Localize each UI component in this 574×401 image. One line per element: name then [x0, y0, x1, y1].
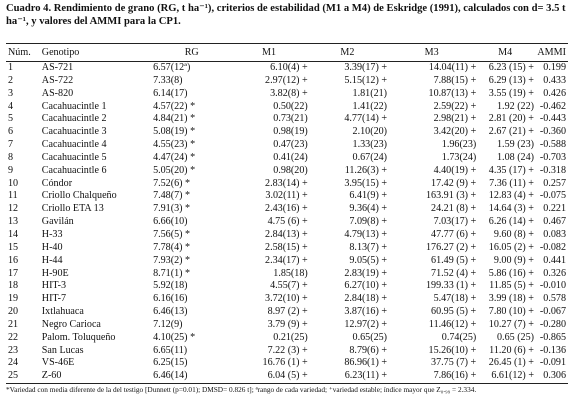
cell-genotype: Cacahuacintle 2 [41, 113, 107, 125]
cell-ammi: -0.360 [539, 126, 566, 138]
cell-rg: 6.46(13) [153, 306, 188, 318]
cell-rg: 7.56(5) * [153, 228, 191, 240]
cell-m2: 0.67(24) [352, 151, 388, 163]
cell-m1: 2.58(15) + [265, 241, 308, 253]
cell-m2: 5.15(12) + [344, 74, 388, 86]
cell-m1: 3.82(8) + [270, 87, 308, 99]
table-row [6, 370, 568, 383]
cell-m1: 0.41(24) [273, 151, 308, 163]
table-row [6, 242, 568, 255]
cell-num: 10 [8, 177, 19, 189]
cell-num: 22 [8, 331, 19, 343]
cell-num: 18 [8, 280, 19, 292]
cell-m2: 1.81(21) [352, 87, 388, 99]
cell-m1: 2.43(16) + [265, 203, 308, 215]
cell-ammi: 0.467 [543, 216, 566, 228]
header-genotype: Genotipo [42, 44, 153, 62]
cell-m2: 86.96(1) + [344, 357, 388, 369]
cell-rg: 4.55(23) * [153, 139, 196, 151]
stability-table [6, 43, 568, 384]
cell-m3: 199.33 (1) + [425, 280, 477, 292]
cell-m4: 12.83 (4) + [488, 190, 535, 202]
cell-m2: 12.97(2) + [344, 318, 388, 330]
cell-m1: 0.98(20) [273, 164, 308, 176]
cell-m4: 10.27 (7) + [488, 318, 535, 330]
cell-m1: 6.04 (5) + [230, 370, 307, 383]
cell-rg: 5.08(19) * [153, 126, 196, 138]
cell-num: 12 [8, 203, 19, 215]
cell-rg: 7.52(6) * [153, 177, 191, 189]
cell-m2: 11.26(3) + [344, 164, 388, 176]
cell-m3: 5.47(18) + [433, 293, 477, 305]
cell-rg: 7.78(4) * [153, 241, 191, 253]
cell-ammi: -0.588 [539, 139, 566, 151]
table-row [6, 203, 568, 216]
cell-num: 13 [8, 216, 19, 228]
cell-ammi: 0.441 [543, 254, 566, 266]
cell-m3: 1.96(23) [441, 139, 477, 151]
header-ammi: AMMI [534, 44, 568, 62]
table-row [6, 306, 568, 319]
cell-m1: 3.02(11) + [265, 190, 308, 202]
cell-genotype: HIT-3 [41, 280, 67, 292]
cell-rg: 6.46(14) [153, 370, 230, 383]
cell-genotype: Cacahuacintle 6 [41, 164, 107, 176]
cell-rg: 7.93(2) * [153, 254, 191, 266]
cell-m3: 7.03(17) + [433, 216, 477, 228]
header-m3: M3 [387, 44, 476, 62]
cell-m1: 4.75 (6) + [267, 216, 308, 228]
header-rg: RG [153, 44, 230, 62]
cell-m4: 2.67 (21) + [488, 126, 535, 138]
cell-m2: 4.79(13) + [344, 228, 388, 240]
cell-rg: 5.05(20) * [153, 164, 196, 176]
cell-genotype: HIT-7 [41, 293, 67, 305]
cell-num: 16 [8, 254, 19, 266]
cell-ammi: -0.280 [539, 318, 566, 330]
cell-m3: 61.49 (5) + [431, 254, 477, 266]
cell-rg: 6.66(10) [153, 216, 188, 228]
cell-m1: 3.72(10) + [265, 293, 308, 305]
table-caption: Cuadro 4. Rendimiento de grano (RG, t ha⁻¹), criterios de estabilidad (M1 a M4) de Eskridge (1991), calculados con d= 3.5 t ha⁻¹, y valores del AMMI para la CP1. [6, 3, 566, 28]
cell-rg: 7.48(7) * [153, 190, 191, 202]
cell-rg: 4.47(24) * [153, 151, 196, 163]
cell-rg: 6.57(12ª) [153, 62, 191, 73]
cell-m3: 10.87(13) + [428, 87, 477, 99]
cell-num: 6 [8, 126, 14, 138]
cell-num: 17 [8, 267, 19, 279]
cell-m2: 6.27(10) + [344, 280, 388, 292]
table-header [6, 44, 568, 62]
cell-num: 4 [8, 100, 14, 112]
header-m1: M1 [230, 44, 307, 62]
cell-rg: 8.71(1) * [153, 267, 191, 279]
table-row [6, 88, 568, 101]
cell-m3: 176.27 (2) + [425, 241, 477, 253]
cell-m4: 3.99 (18) + [488, 293, 535, 305]
cell-ammi: -0.703 [539, 151, 566, 163]
cell-m2: 8.13(7) + [349, 241, 388, 253]
cell-m1: 4.55(7) + [270, 280, 308, 292]
cell-m3: 1.73(24) [441, 151, 477, 163]
table-row [6, 268, 568, 281]
cell-genotype: Cacahuacintle 3 [41, 126, 107, 138]
table-row [6, 75, 568, 88]
cell-num: 5 [8, 113, 14, 125]
cell-m4: 6.61(12) + [476, 370, 534, 383]
cell-rg: 6.14(17) [153, 87, 188, 99]
cell-ammi: -0.865 [539, 331, 566, 343]
cell-m4: 1.08 (24) [497, 151, 535, 163]
cell-ammi: 0.433 [543, 74, 566, 86]
cell-genotype: Cóndor [41, 177, 73, 189]
cell-genotype: Palom. Toluqueño [41, 331, 116, 343]
cell-m2: 9.36(4) + [349, 203, 388, 215]
cell-genotype: VS-46E [41, 357, 75, 369]
cell-m4: 0.65 (25) [497, 331, 535, 343]
table-row [6, 190, 568, 203]
cell-m2: 3.39(17) + [344, 62, 388, 73]
table-row [6, 62, 568, 75]
cell-m1: 0.98(19) [273, 126, 308, 138]
cell-rg: 6.65(11) [153, 344, 188, 356]
cell-genotype: H-40 [41, 241, 63, 253]
table-body [6, 62, 568, 384]
cell-m2: 6.23(11) + [308, 370, 387, 383]
cell-m1: 2.84(13) + [265, 228, 308, 240]
cell-m1: 16.76 (1) + [262, 357, 308, 369]
cell-m4: 3.55 (19) + [488, 87, 535, 99]
cell-genotype: AS-722 [41, 74, 74, 86]
header-m4: M4 [476, 44, 534, 62]
cell-genotype: Criollo Chalqueño [41, 190, 117, 202]
cell-m3: 47.77 (6) + [431, 228, 477, 240]
table-row [6, 126, 568, 139]
table-row [6, 345, 568, 358]
cell-m1: 0.21(25) [273, 331, 308, 343]
cell-num: 2 [8, 74, 14, 86]
cell-genotype: H-44 [41, 254, 63, 266]
cell-ammi: 0.306 [534, 370, 568, 383]
cell-rg: 4.84(21) * [153, 113, 196, 125]
cell-m2: 3.87(16) + [344, 306, 388, 318]
cell-ammi: 0.426 [543, 87, 566, 99]
cell-m2: 6.41(9) + [349, 190, 388, 202]
table-footnote: *Variedad con media diferente de la del testigo [Dunnett (p=0.01); DMSD= 0.826 t]; ªrango de cada variedad; ⁺variedad estable; índice mayor que Z₀.₉₉ = 2.334. [6, 385, 477, 394]
cell-m3: 0.74(25) [441, 331, 477, 343]
cell-num: 25 [6, 370, 42, 383]
cell-rg: 4.10(25) * [153, 331, 196, 343]
header-m2: M2 [308, 44, 387, 62]
table-row [6, 152, 568, 165]
cell-genotype: Z-60 [42, 370, 153, 383]
cell-m2: 8.79(6) + [349, 344, 388, 356]
cell-m4: 11.85 (5) + [489, 280, 535, 292]
cell-m2: 1.41(22) [352, 100, 388, 112]
cell-genotype: Criollo ETA 13 [41, 203, 104, 215]
cell-m1: 0.50(22) [273, 100, 308, 112]
cell-m1: 0.47(23) [273, 139, 308, 151]
cell-genotype: Cacahuacintle 5 [41, 151, 107, 163]
cell-rg: 7.33(8) [153, 74, 183, 86]
cell-num: 15 [8, 241, 19, 253]
cell-m4: 7.80 (10) + [488, 306, 535, 318]
cell-m4: 1.92 (22) [497, 100, 535, 112]
cell-m3: 14.04(11) + [428, 62, 477, 73]
cell-m3: 24.21 (8) + [431, 203, 477, 215]
cell-m1: 6.10(4) + [270, 62, 308, 73]
cell-m4: 9.60 (8) + [493, 228, 535, 240]
cell-m1: 2.83(14) + [265, 177, 308, 189]
table-row [6, 113, 568, 126]
cell-m2: 3.95(15) + [344, 177, 388, 189]
cell-genotype: Cacahuacintle 4 [41, 139, 107, 151]
table-row [6, 280, 568, 293]
cell-num: 23 [8, 344, 19, 356]
table-row [6, 319, 568, 332]
cell-rg: 4.57(22) * [153, 100, 196, 112]
cell-rg: 5.92(18) [153, 280, 188, 292]
cell-ammi: 0.326 [543, 267, 566, 279]
table-row [6, 139, 568, 152]
cell-genotype: Gavilán [41, 216, 74, 228]
cell-genotype: AS-721 [41, 62, 74, 73]
cell-m3: 7.86(16) + [387, 370, 476, 383]
cell-ammi: -0.075 [539, 190, 566, 202]
cell-num: 3 [8, 87, 14, 99]
cell-ammi: -0.010 [539, 280, 566, 292]
table-row [6, 332, 568, 345]
cell-m4: 5.86 (16) + [488, 267, 535, 279]
cell-ammi: 0.199 [543, 62, 566, 73]
table-row [6, 178, 568, 191]
table-row [6, 357, 568, 370]
cell-m4: 26.45 (1) + [488, 357, 535, 369]
cell-num: 21 [8, 318, 19, 330]
cell-num: 7 [8, 139, 14, 151]
cell-m3: 7.88(15) + [433, 74, 477, 86]
cell-num: 9 [8, 164, 14, 176]
cell-m3: 17.42 (9) + [431, 177, 477, 189]
cell-num: 19 [8, 293, 19, 305]
cell-genotype: San Lucas [41, 344, 84, 356]
cell-ammi: -0.067 [539, 306, 566, 318]
table-row [6, 229, 568, 242]
cell-m1: 1.85(18) [273, 267, 308, 279]
cell-m3: 2.98(21) + [433, 113, 477, 125]
cell-m2: 7.09(8) + [349, 216, 388, 228]
cell-m3: 60.95 (5) + [431, 306, 477, 318]
cell-rg: 6.16(16) [153, 293, 188, 305]
cell-num: 20 [8, 306, 19, 318]
cell-num: 14 [8, 228, 19, 240]
table-row [6, 293, 568, 306]
cell-m4: 16.05 (2) + [488, 241, 535, 253]
cell-genotype: Cacahuacintle 1 [41, 100, 107, 112]
cell-num: 11 [8, 190, 18, 202]
cell-m4: 6.23 (15) + [488, 62, 535, 73]
cell-m2: 9.05(5) + [349, 254, 388, 266]
header-num: Núm. [6, 44, 42, 62]
cell-m4: 1.59 (23) [497, 139, 535, 151]
cell-m3: 15.26(10) + [428, 344, 477, 356]
cell-m4: 14.64 (3) + [488, 203, 535, 215]
cell-ammi: -0.443 [539, 113, 566, 125]
cell-ammi: 0.578 [543, 293, 566, 305]
cell-ammi: -0.082 [539, 241, 566, 253]
cell-m2: 1.33(23) [352, 139, 388, 151]
cell-ammi: -0.091 [539, 357, 566, 369]
cell-m3: 163.91 (3) + [425, 190, 477, 202]
cell-m4: 6.29 (13) + [488, 74, 535, 86]
cell-m1: 7.22 (3) + [267, 344, 308, 356]
cell-m1: 3.79 (9) + [267, 318, 308, 330]
cell-m3: 2.59(22) + [433, 100, 477, 112]
cell-ammi: -0.318 [539, 164, 566, 176]
table-row [6, 165, 568, 178]
cell-ammi: 0.257 [543, 177, 566, 189]
table-row [6, 255, 568, 268]
cell-m4: 6.26 (14) + [488, 216, 535, 228]
cell-m3: 11.46(12) + [428, 318, 477, 330]
cell-m2: 4.77(14) + [344, 113, 388, 125]
cell-m4: 9.00 (9) + [493, 254, 535, 266]
cell-num: 24 [8, 357, 19, 369]
cell-m2: 2.83(19) + [344, 267, 388, 279]
cell-m3: 71.52 (4) + [431, 267, 477, 279]
cell-m4: 2.81 (20) + [488, 113, 535, 125]
cell-m3: 37.75 (7) + [431, 357, 477, 369]
cell-m1: 8.97 (2) + [267, 306, 308, 318]
cell-ammi: 0.083 [543, 228, 566, 240]
cell-num: 1 [8, 62, 14, 73]
cell-ammi: 0.221 [543, 203, 566, 215]
cell-m1: 2.34(17) + [265, 254, 308, 266]
cell-m4: 7.36 (11) + [489, 177, 535, 189]
table-row [6, 216, 568, 229]
cell-genotype: H-33 [41, 228, 63, 240]
cell-ammi: -0.136 [539, 344, 566, 356]
cell-rg: 7.12(9) [153, 318, 183, 330]
cell-genotype: AS-820 [41, 87, 74, 99]
cell-m2: 2.10(20) [352, 126, 388, 138]
cell-m2: 0.65(25) [352, 331, 388, 343]
cell-ammi: -0.462 [539, 100, 566, 112]
header-row [6, 44, 568, 62]
cell-m2: 2.84(18) + [344, 293, 388, 305]
cell-m3: 4.40(19) + [433, 164, 477, 176]
cell-rg: 6.25(15) [153, 357, 188, 369]
cell-m1: 0.73(21) [273, 113, 308, 125]
cell-m1: 2.97(12) + [265, 74, 308, 86]
cell-rg: 7.91(3) * [153, 203, 191, 215]
cell-genotype: Ixtlahuaca [41, 306, 84, 318]
cell-genotype: H-90E [41, 267, 69, 279]
cell-m4: 11.20 (6) + [489, 344, 535, 356]
cell-m4: 4.35 (17) + [488, 164, 535, 176]
cell-num: 8 [8, 151, 14, 163]
cell-genotype: Negro Carioca [41, 318, 101, 330]
cell-m3: 3.42(20) + [433, 126, 477, 138]
table-row [6, 101, 568, 114]
